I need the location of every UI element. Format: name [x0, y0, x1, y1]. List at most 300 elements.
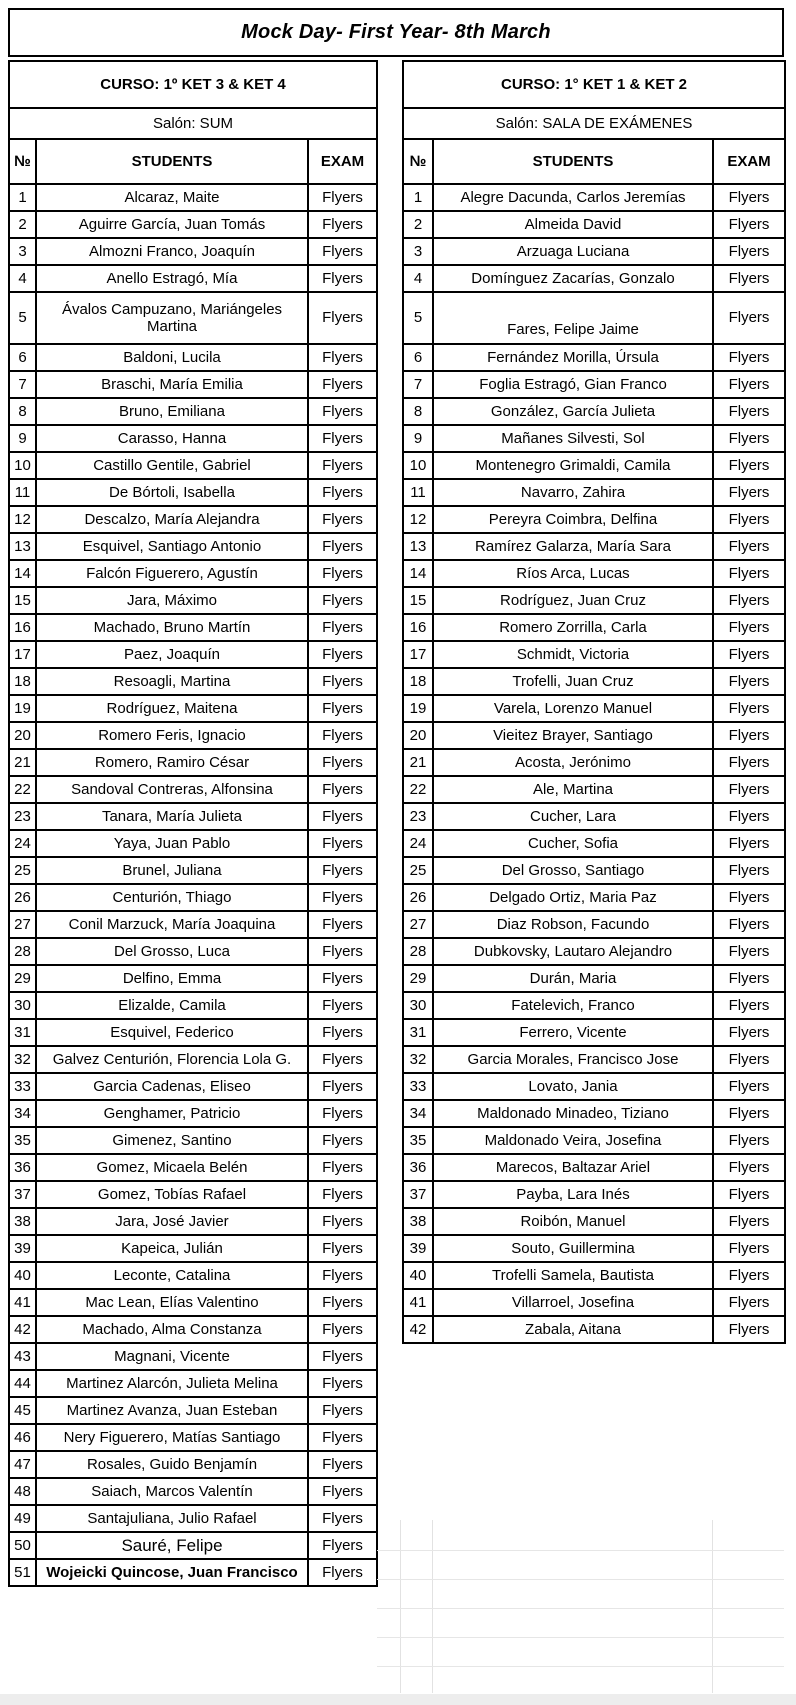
exam-cell: Flyers: [713, 965, 785, 992]
row-number-cell: 36: [9, 1154, 36, 1181]
exam-cell: Flyers: [713, 292, 785, 344]
exam-cell: Flyers: [308, 238, 377, 265]
curso-header-row: [9, 61, 377, 108]
row-number-cell: 32: [9, 1046, 36, 1073]
row-number-cell: 48: [9, 1478, 36, 1505]
exam-cell: Flyers: [308, 1073, 377, 1100]
student-name-cell: Ávalos Campuzano, Mariángeles Martina: [36, 292, 308, 344]
row-number-cell: 7: [403, 371, 433, 398]
student-row: [403, 1235, 785, 1262]
student-row: [403, 1100, 785, 1127]
exam-cell: Flyers: [308, 560, 377, 587]
student-name-cell: Gomez, Tobías Rafael: [36, 1181, 308, 1208]
exam-cell: Flyers: [713, 398, 785, 425]
student-row: [9, 425, 377, 452]
exam-cell: Flyers: [308, 1262, 377, 1289]
student-row: [9, 749, 377, 776]
student-row: [9, 1127, 377, 1154]
exam-cell: Flyers: [308, 1127, 377, 1154]
exam-cell: Flyers: [713, 506, 785, 533]
row-number-cell: 5: [403, 292, 433, 344]
salon-label: Salón: SUM: [9, 108, 377, 139]
row-number-cell: 41: [403, 1289, 433, 1316]
student-name-cell: Bruno, Emiliana: [36, 398, 308, 425]
exam-cell: Flyers: [308, 506, 377, 533]
student-row: [9, 1046, 377, 1073]
exam-cell: Flyers: [308, 911, 377, 938]
row-number-cell: 12: [403, 506, 433, 533]
row-number-cell: 11: [9, 479, 36, 506]
student-name-cell: Maldonado Veira, Josefina: [433, 1127, 713, 1154]
row-number-cell: 32: [403, 1046, 433, 1073]
student-row: [403, 344, 785, 371]
exam-cell: Flyers: [308, 398, 377, 425]
student-row: [9, 1532, 377, 1559]
student-row: [9, 1424, 377, 1451]
student-name-cell: Braschi, María Emilia: [36, 371, 308, 398]
student-row: [403, 1154, 785, 1181]
student-row: [9, 722, 377, 749]
student-name-cell: Ramírez Galarza, María Sara: [433, 533, 713, 560]
exam-cell: Flyers: [308, 587, 377, 614]
exam-cell: Flyers: [308, 344, 377, 371]
number-column-header: №: [9, 139, 36, 184]
student-row: [9, 184, 377, 211]
student-name-cell: Romero Zorrilla, Carla: [433, 614, 713, 641]
exam-cell: Flyers: [713, 614, 785, 641]
student-row: [403, 1073, 785, 1100]
students-column-header: STUDENTS: [36, 139, 308, 184]
row-number-cell: 37: [9, 1181, 36, 1208]
row-number-cell: 35: [403, 1127, 433, 1154]
row-number-cell: 33: [9, 1073, 36, 1100]
row-number-cell: 10: [403, 452, 433, 479]
student-name-cell: Tanara, María Julieta: [36, 803, 308, 830]
row-number-cell: 27: [403, 911, 433, 938]
exam-cell: Flyers: [308, 965, 377, 992]
curso-header: CURSO: 1º KET 3 & KET 4: [9, 61, 377, 108]
student-row: [9, 479, 377, 506]
student-row: [403, 695, 785, 722]
student-row: [9, 857, 377, 884]
student-name-cell: Mac Lean, Elías Valentino: [36, 1289, 308, 1316]
student-name-cell: Magnani, Vicente: [36, 1343, 308, 1370]
student-name-cell: Kapeica, Julián: [36, 1235, 308, 1262]
row-number-cell: 10: [9, 452, 36, 479]
student-name-cell: Gimenez, Santino: [36, 1127, 308, 1154]
student-name-cell: Alegre Dacunda, Carlos Jeremías: [433, 184, 713, 211]
student-name-cell: Dubkovsky, Lautaro Alejandro: [433, 938, 713, 965]
exam-cell: Flyers: [713, 1046, 785, 1073]
student-row: [403, 1262, 785, 1289]
salon-label: Salón: SALA DE EXÁMENES: [403, 108, 785, 139]
student-row: [403, 1181, 785, 1208]
student-row: [403, 965, 785, 992]
student-row: [403, 587, 785, 614]
exam-cell: Flyers: [713, 371, 785, 398]
row-number-cell: 42: [9, 1316, 36, 1343]
row-number-cell: 37: [403, 1181, 433, 1208]
student-name-cell: Jara, José Javier: [36, 1208, 308, 1235]
student-name-cell: Marecos, Baltazar Ariel: [433, 1154, 713, 1181]
exam-cell: Flyers: [308, 1289, 377, 1316]
student-row: [9, 533, 377, 560]
row-number-cell: 1: [9, 184, 36, 211]
row-number-cell: 34: [403, 1100, 433, 1127]
exam-cell: Flyers: [713, 695, 785, 722]
row-number-cell: 3: [9, 238, 36, 265]
row-number-cell: 4: [403, 265, 433, 292]
row-number-cell: 19: [403, 695, 433, 722]
row-number-cell: 16: [9, 614, 36, 641]
exam-cell: Flyers: [713, 184, 785, 211]
student-name-cell: Aguirre García, Juan Tomás: [36, 211, 308, 238]
row-number-cell: 8: [403, 398, 433, 425]
student-name-cell: Navarro, Zahira: [433, 479, 713, 506]
student-row: [9, 1316, 377, 1343]
student-row: [9, 803, 377, 830]
student-row: [403, 857, 785, 884]
row-number-cell: 3: [403, 238, 433, 265]
row-number-cell: 38: [9, 1208, 36, 1235]
course-table-ket1-ket2: [402, 60, 786, 1344]
student-name-cell: Brunel, Juliana: [36, 857, 308, 884]
student-name-cell: Pereyra Coimbra, Delfina: [433, 506, 713, 533]
student-name-cell: Schmidt, Victoria: [433, 641, 713, 668]
exam-cell: Flyers: [308, 1100, 377, 1127]
row-number-cell: 17: [403, 641, 433, 668]
exam-cell: Flyers: [308, 803, 377, 830]
exam-cell: Flyers: [713, 641, 785, 668]
exam-cell: Flyers: [308, 641, 377, 668]
student-name-cell: Vieitez Brayer, Santiago: [433, 722, 713, 749]
exam-cell: Flyers: [308, 452, 377, 479]
student-row: [403, 1046, 785, 1073]
row-number-cell: 49: [9, 1505, 36, 1532]
number-column-header: №: [403, 139, 433, 184]
student-name-cell: Almozni Franco, Joaquín: [36, 238, 308, 265]
student-row: [403, 292, 785, 344]
student-row: [9, 1262, 377, 1289]
row-number-cell: 22: [403, 776, 433, 803]
exam-cell: Flyers: [713, 452, 785, 479]
exam-cell: Flyers: [713, 211, 785, 238]
student-name-cell: Del Grosso, Santiago: [433, 857, 713, 884]
row-number-cell: 24: [403, 830, 433, 857]
exam-cell: Flyers: [713, 1019, 785, 1046]
student-name-cell: Wojeicki Quincose, Juan Francisco: [36, 1559, 308, 1586]
student-row: [9, 614, 377, 641]
row-number-cell: 22: [9, 776, 36, 803]
exam-cell: Flyers: [308, 1505, 377, 1532]
student-row: [9, 668, 377, 695]
student-row: [403, 722, 785, 749]
row-number-cell: 50: [9, 1532, 36, 1559]
exam-cell: Flyers: [308, 1019, 377, 1046]
student-name-cell: Leconte, Catalina: [36, 1262, 308, 1289]
row-number-cell: 34: [9, 1100, 36, 1127]
row-number-cell: 43: [9, 1343, 36, 1370]
exam-cell: Flyers: [308, 668, 377, 695]
student-row: [403, 668, 785, 695]
student-row: [403, 211, 785, 238]
student-name-cell: Roibón, Manuel: [433, 1208, 713, 1235]
row-number-cell: 38: [403, 1208, 433, 1235]
student-row: [403, 884, 785, 911]
student-name-cell: Rodríguez, Maitena: [36, 695, 308, 722]
student-row: [9, 265, 377, 292]
row-number-cell: 6: [9, 344, 36, 371]
exam-cell: Flyers: [713, 425, 785, 452]
column-header-row: [9, 139, 377, 184]
student-name-cell: Cucher, Sofia: [433, 830, 713, 857]
row-number-cell: 12: [9, 506, 36, 533]
row-number-cell: 15: [9, 587, 36, 614]
course-table-ket3-ket4: [8, 60, 378, 1587]
row-number-cell: 25: [9, 857, 36, 884]
student-name-cell: De Bórtoli, Isabella: [36, 479, 308, 506]
student-row: [9, 1019, 377, 1046]
row-number-cell: 31: [403, 1019, 433, 1046]
bottom-gray-strip: [0, 1694, 796, 1705]
exam-column-header: EXAM: [713, 139, 785, 184]
exam-cell: Flyers: [713, 1235, 785, 1262]
student-name-cell: Delgado Ortiz, Maria Paz: [433, 884, 713, 911]
row-number-cell: 13: [403, 533, 433, 560]
exam-cell: Flyers: [713, 992, 785, 1019]
row-number-cell: 27: [9, 911, 36, 938]
student-name-cell: Saiach, Marcos Valentín: [36, 1478, 308, 1505]
exam-cell: Flyers: [713, 1154, 785, 1181]
row-number-cell: 30: [403, 992, 433, 1019]
exam-cell: Flyers: [713, 911, 785, 938]
student-name-cell: Fatelevich, Franco: [433, 992, 713, 1019]
student-row: [403, 830, 785, 857]
row-number-cell: 21: [9, 749, 36, 776]
exam-cell: Flyers: [308, 1424, 377, 1451]
row-number-cell: 46: [9, 1424, 36, 1451]
row-number-cell: 44: [9, 1370, 36, 1397]
student-row: [9, 1181, 377, 1208]
student-name-cell: Del Grosso, Luca: [36, 938, 308, 965]
row-number-cell: 13: [9, 533, 36, 560]
student-row: [9, 695, 377, 722]
curso-header-row: [403, 61, 785, 108]
student-name-cell: Delfino, Emma: [36, 965, 308, 992]
student-row: [9, 344, 377, 371]
row-number-cell: 51: [9, 1559, 36, 1586]
row-number-cell: 5: [9, 292, 36, 344]
exam-cell: Flyers: [308, 776, 377, 803]
row-number-cell: 30: [9, 992, 36, 1019]
student-name-cell: Ríos Arca, Lucas: [433, 560, 713, 587]
row-number-cell: 8: [9, 398, 36, 425]
student-name-cell: Alcaraz, Maite: [36, 184, 308, 211]
row-number-cell: 40: [403, 1262, 433, 1289]
student-row: [403, 506, 785, 533]
student-name-cell: Esquivel, Federico: [36, 1019, 308, 1046]
row-number-cell: 29: [9, 965, 36, 992]
student-row: [9, 211, 377, 238]
row-number-cell: 28: [403, 938, 433, 965]
student-name-cell: Conil Marzuck, María Joaquina: [36, 911, 308, 938]
student-name-cell: Zabala, Aitana: [433, 1316, 713, 1343]
student-row: [403, 1208, 785, 1235]
exam-cell: Flyers: [308, 1559, 377, 1586]
row-number-cell: 21: [403, 749, 433, 776]
exam-cell: Flyers: [713, 1100, 785, 1127]
student-row: [9, 560, 377, 587]
student-name-cell: Cucher, Lara: [433, 803, 713, 830]
row-number-cell: 23: [9, 803, 36, 830]
student-name-cell: Sauré, Felipe: [36, 1532, 308, 1559]
row-number-cell: 1: [403, 184, 433, 211]
student-name-cell: Rodríguez, Juan Cruz: [433, 587, 713, 614]
exam-cell: Flyers: [713, 265, 785, 292]
student-row: [9, 1478, 377, 1505]
exam-cell: Flyers: [713, 479, 785, 506]
exam-cell: Flyers: [308, 184, 377, 211]
student-name-cell: Villarroel, Josefina: [433, 1289, 713, 1316]
exam-cell: Flyers: [308, 1208, 377, 1235]
row-number-cell: 14: [403, 560, 433, 587]
student-row: [9, 1100, 377, 1127]
student-row: [403, 398, 785, 425]
exam-cell: Flyers: [713, 533, 785, 560]
row-number-cell: 31: [9, 1019, 36, 1046]
exam-cell: Flyers: [713, 857, 785, 884]
row-number-cell: 24: [9, 830, 36, 857]
exam-cell: Flyers: [713, 1073, 785, 1100]
student-row: [403, 184, 785, 211]
exam-cell: Flyers: [713, 238, 785, 265]
student-name-cell: Fernández Morilla, Úrsula: [433, 344, 713, 371]
row-number-cell: 2: [9, 211, 36, 238]
student-row: [9, 830, 377, 857]
student-row: [403, 533, 785, 560]
row-number-cell: 18: [9, 668, 36, 695]
exam-cell: Flyers: [713, 776, 785, 803]
exam-cell: Flyers: [308, 857, 377, 884]
student-name-cell: Gomez, Micaela Belén: [36, 1154, 308, 1181]
student-name-cell: Resoagli, Martina: [36, 668, 308, 695]
row-number-cell: 6: [403, 344, 433, 371]
student-name-cell: Trofelli Samela, Bautista: [433, 1262, 713, 1289]
exam-cell: Flyers: [308, 992, 377, 1019]
salon-row: [403, 108, 785, 139]
student-name-cell: Montenegro Grimaldi, Camila: [433, 452, 713, 479]
student-row: [9, 1505, 377, 1532]
row-number-cell: 20: [403, 722, 433, 749]
exam-cell: Flyers: [713, 803, 785, 830]
exam-cell: Flyers: [308, 479, 377, 506]
student-name-cell: Acosta, Jerónimo: [433, 749, 713, 776]
exam-cell: Flyers: [713, 1127, 785, 1154]
student-name-cell: Romero Feris, Ignacio: [36, 722, 308, 749]
exam-cell: Flyers: [308, 292, 377, 344]
student-name-cell: Martinez Avanza, Juan Esteban: [36, 1397, 308, 1424]
row-number-cell: 18: [403, 668, 433, 695]
student-name-cell: Yaya, Juan Pablo: [36, 830, 308, 857]
student-name-cell: Romero, Ramiro César: [36, 749, 308, 776]
student-row: [403, 1316, 785, 1343]
exam-cell: Flyers: [308, 211, 377, 238]
row-number-cell: 26: [403, 884, 433, 911]
row-number-cell: 42: [403, 1316, 433, 1343]
student-name-cell: Martinez Alarcón, Julieta Melina: [36, 1370, 308, 1397]
student-name-cell: Payba, Lara Inés: [433, 1181, 713, 1208]
exam-cell: Flyers: [713, 668, 785, 695]
student-name-cell: Descalzo, María Alejandra: [36, 506, 308, 533]
exam-cell: Flyers: [308, 695, 377, 722]
exam-cell: Flyers: [308, 1316, 377, 1343]
exam-cell: Flyers: [713, 344, 785, 371]
exam-cell: Flyers: [308, 938, 377, 965]
student-row: [403, 1289, 785, 1316]
student-name-cell: Garcia Morales, Francisco Jose: [433, 1046, 713, 1073]
row-number-cell: 9: [9, 425, 36, 452]
row-number-cell: 40: [9, 1262, 36, 1289]
student-row: [9, 1289, 377, 1316]
student-row: [403, 425, 785, 452]
student-name-cell: Carasso, Hanna: [36, 425, 308, 452]
curso-header: CURSO: 1° KET 1 & KET 2: [403, 61, 785, 108]
student-name-cell: Esquivel, Santiago Antonio: [36, 533, 308, 560]
student-row: [9, 1208, 377, 1235]
student-name-cell: Santajuliana, Julio Rafael: [36, 1505, 308, 1532]
exam-cell: Flyers: [713, 1181, 785, 1208]
student-name-cell: Fares, Felipe Jaime: [433, 292, 713, 344]
student-name-cell: Trofelli, Juan Cruz: [433, 668, 713, 695]
student-name-cell: Baldoni, Lucila: [36, 344, 308, 371]
student-row: [9, 292, 377, 344]
student-row: [9, 911, 377, 938]
student-name-cell: Machado, Alma Constanza: [36, 1316, 308, 1343]
student-row: [403, 776, 785, 803]
row-number-cell: 9: [403, 425, 433, 452]
exam-cell: Flyers: [713, 560, 785, 587]
row-number-cell: 25: [403, 857, 433, 884]
exam-cell: Flyers: [308, 1370, 377, 1397]
student-row: [403, 238, 785, 265]
exam-cell: Flyers: [308, 265, 377, 292]
student-name-cell: Souto, Guillermina: [433, 1235, 713, 1262]
exam-cell: Flyers: [308, 614, 377, 641]
exam-cell: Flyers: [308, 830, 377, 857]
student-row: [403, 371, 785, 398]
student-name-cell: Foglia Estragó, Gian Franco: [433, 371, 713, 398]
exam-cell: Flyers: [308, 1181, 377, 1208]
student-row: [9, 1451, 377, 1478]
student-name-cell: Domínguez Zacarías, Gonzalo: [433, 265, 713, 292]
student-name-cell: González, García Julieta: [433, 398, 713, 425]
row-number-cell: 19: [9, 695, 36, 722]
exam-cell: Flyers: [308, 425, 377, 452]
exam-cell: Flyers: [308, 722, 377, 749]
exam-cell: Flyers: [308, 1478, 377, 1505]
student-row: [403, 641, 785, 668]
student-name-cell: Paez, Joaquín: [36, 641, 308, 668]
row-number-cell: 28: [9, 938, 36, 965]
student-row: [403, 265, 785, 292]
row-number-cell: 17: [9, 641, 36, 668]
row-number-cell: 47: [9, 1451, 36, 1478]
student-name-cell: Anello Estragó, Mía: [36, 265, 308, 292]
exam-cell: Flyers: [308, 1532, 377, 1559]
student-name-cell: Jara, Máximo: [36, 587, 308, 614]
student-row: [403, 749, 785, 776]
exam-cell: Flyers: [713, 1262, 785, 1289]
